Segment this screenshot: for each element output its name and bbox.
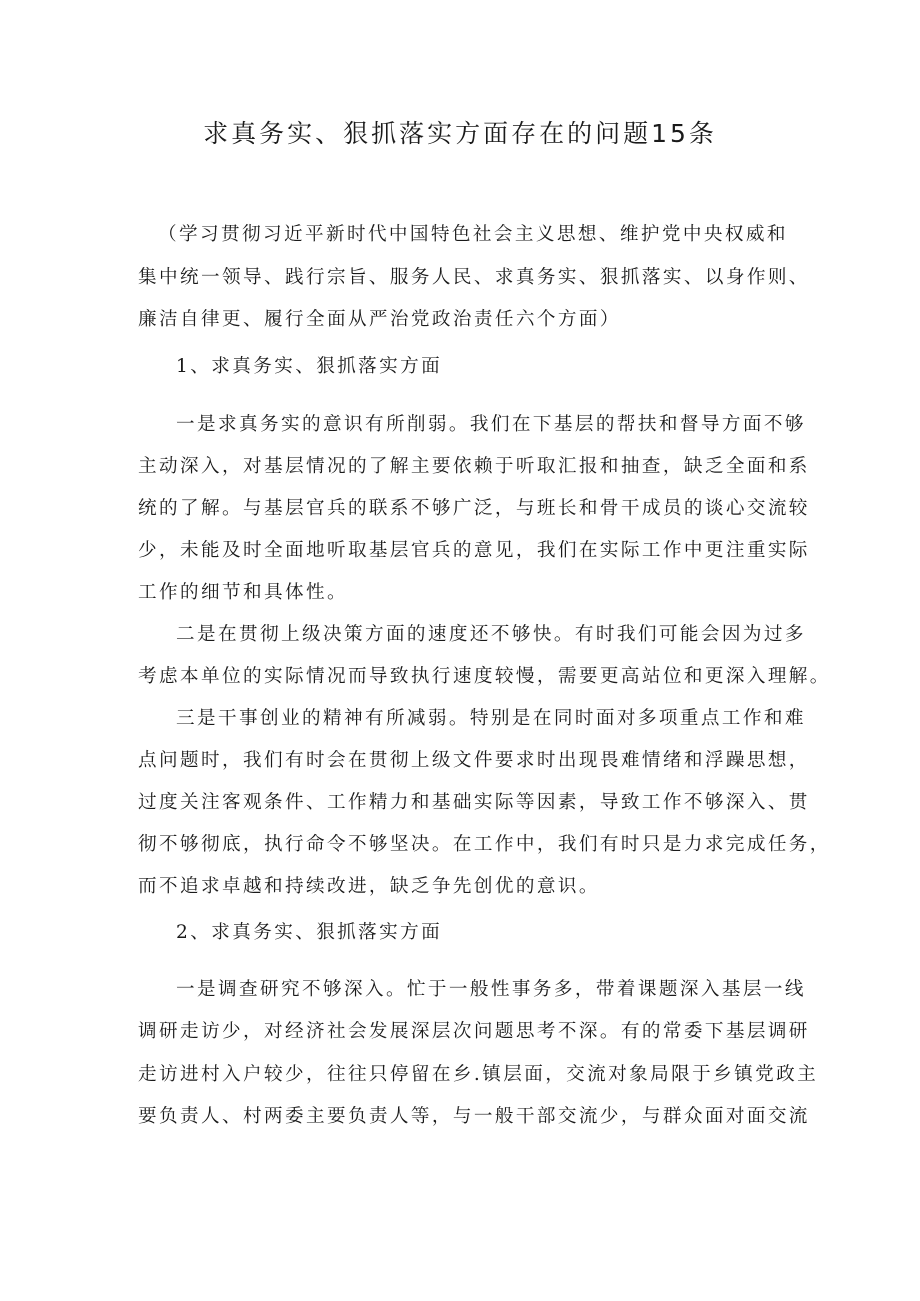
paragraph-line: 一是求真务实的意识有所削弱。我们在下基层的帮扶和督导方面不够 — [176, 414, 806, 435]
paragraph-line: 少，未能及时全面地听取基层官兵的意见，我们在实际工作中更注重实际 — [138, 540, 810, 561]
paragraph-line: 二是在贯彻上级决策方面的速度还不够快。有时我们可能会因为过多 — [176, 624, 806, 645]
paragraph-line: 三是干事创业的精神有所减弱。特别是在同时面对多项重点工作和难 — [176, 708, 806, 729]
paragraph-line: 统的了解。与基层官兵的联系不够广泛，与班长和骨干成员的谈心交流较 — [138, 498, 810, 519]
paragraph-line: 要负责人、村两委主要负责人等，与一般干部交流少，与群众面对面交流 — [138, 1106, 810, 1127]
paragraph-line: 主动深入，对基层情况的了解主要依赖于听取汇报和抽查，缺乏全面和系 — [138, 456, 810, 477]
paragraph-line: 过度关注客观条件、工作精力和基础实际等因素，导致工作不够深入、贯 — [138, 792, 810, 813]
paragraph-line: 走访进村入户较少，往往只停留在乡.镇层面，交流对象局限于乡镇党政主 — [138, 1064, 819, 1085]
section-heading: 2、求真务实、狠抓落实方面 — [176, 922, 443, 943]
paragraph-line: 彻不够彻底，执行命令不够坚决。在工作中，我们有时只是力求完成任务， — [138, 834, 831, 855]
paragraph-line: 考虑本单位的实际情况而导致执行速度较慢，需要更高站位和更深入理解。 — [138, 666, 831, 687]
paragraph-line: 调研走访少，对经济社会发展深层次问题思考不深。有的常委下基层调研 — [138, 1021, 810, 1042]
intro-line: 集中统一领导、践行宗旨、服务人民、求真务实、狠抓落实、以身作则、 — [138, 267, 810, 288]
paragraph-line: 点问题时，我们有时会在贯彻上级文件要求时出现畏难情绪和浮躁思想， — [138, 750, 810, 771]
paragraph-line: 工作的细节和具体性。 — [138, 582, 348, 603]
intro-line: 廉洁自律更、履行全面从严治党政治责任六个方面） — [138, 309, 621, 330]
paragraph-line: 一是调查研究不够深入。忙于一般性事务多，带着课题深入基层一线 — [176, 979, 806, 1000]
section-heading: 1、求真务实、狠抓落实方面 — [176, 356, 443, 377]
document-title: 求真务实、狠抓落实方面存在的问题15条 — [203, 119, 717, 148]
paragraph-line: 而不追求卓越和持续改进，缺乏争先创优的意识。 — [138, 876, 600, 897]
intro-line: （学习贯彻习近平新时代中国特色社会主义思想、维护党中央权威和 — [158, 224, 788, 245]
